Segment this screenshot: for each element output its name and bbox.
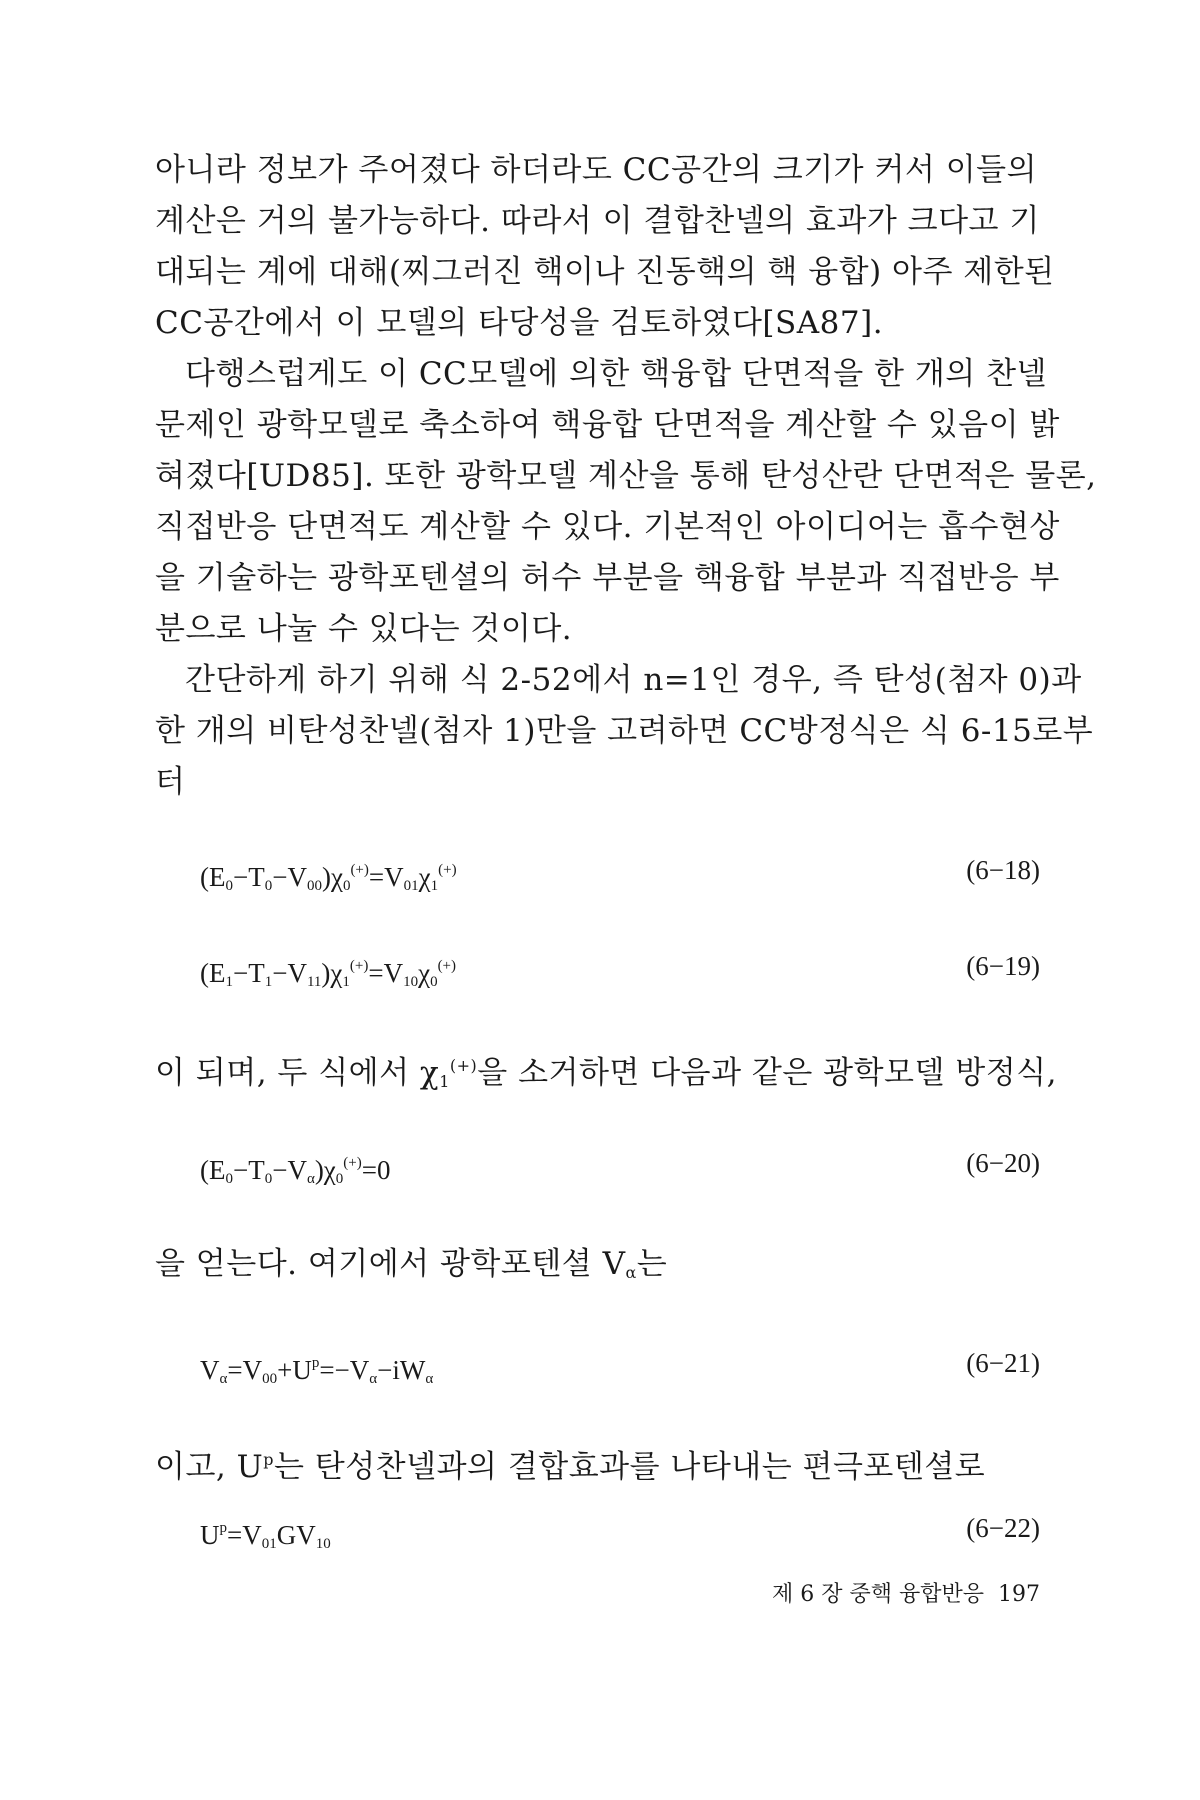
paragraph-1-line-1: 아니라 정보가 주어졌다 하더라도 CC공간의 크기가 커서 이들의 <box>155 152 1038 188</box>
paragraph-4-superscript: (+) <box>449 1056 478 1075</box>
paragraph-6-superscript: p <box>263 1450 274 1469</box>
paragraph-2-line-1: 다행스럽게도 이 CC모델에 의한 핵융합 단면적을 한 개의 찬넬 <box>185 356 1047 392</box>
paragraph-2-line-6: 분으로 나눌 수 있다는 것이다. <box>155 611 573 647</box>
paragraph-1-line-3: 대되는 계에 대해(찌그러진 핵이나 진동핵의 핵 융합) 아주 제한된 <box>155 254 1055 290</box>
paragraph-2-line-5: 을 기술하는 광학포텐셜의 허수 부분을 핵융합 부분과 직접반응 부 <box>155 560 1060 596</box>
equation-6-21: $V_\alpha=V_{00}+U^p=-V_\alpha-iW_\alpha$ <box>200 1355 434 1387</box>
equation-number-6-18: (6−18) <box>966 855 1040 885</box>
paragraph-1-line-2: 계산은 거의 불가능하다. 따라서 이 결합찬넬의 효과가 크다고 기 <box>155 203 1040 239</box>
paragraph-3-line-3: 터 <box>155 764 186 800</box>
equation-number-6-21: (6−21) <box>966 1348 1040 1378</box>
paragraph-3-line-1: 간단하게 하기 위해 식 2-52에서 n=1인 경우, 즉 탄성(첨자 0)과 <box>185 662 1082 698</box>
paragraph-4-subscript: 1 <box>439 1072 450 1091</box>
equation-number-6-19: (6−19) <box>966 951 1040 981</box>
equation-6-19: $(E_1-T_1-V_{11})\chi_1^{(+)}=V_{10}\chi_0^{(+)}$ <box>200 958 457 990</box>
page-number: 197 <box>998 1582 1040 1607</box>
paragraph-6-line-1 <box>155 1440 1045 1487</box>
paragraph-5-subscript: α <box>625 1263 637 1282</box>
paragraph-6-text-b: 는 탄성찬넬과의 결합효과를 나타내는 편극포텐셜로 <box>273 1449 986 1485</box>
paragraph-4-line-1 <box>155 1046 1057 1102</box>
paragraph-2-line-3: 혀졌다[UD85]. 또한 광학모델 계산을 통해 탄성산란 단면적은 물론, <box>155 458 1097 494</box>
equation-number-6-20: (6−20) <box>966 1148 1040 1178</box>
paragraph-5-line-1 <box>155 1244 1045 1293</box>
paragraph-2-line-2: 문제인 광학모델로 축소하여 핵융합 단면적을 계산할 수 있음이 밝 <box>155 407 1060 443</box>
paragraph-2-line-4: 직접반응 단면적도 계산할 수 있다. 기본적인 아이디어는 흡수현상 <box>155 509 1060 545</box>
paragraph-3-line-2: 한 개의 비탄성찬넬(첨자 1)만을 고려하면 CC방정식은 식 6-15로부 <box>155 713 1094 749</box>
paragraph-4-text-a: 이 되며, 두 식에서 χ <box>155 1055 440 1091</box>
equation-number-6-22: (6−22) <box>966 1513 1040 1543</box>
paragraph-6-text-a: 이고, U <box>155 1449 264 1485</box>
paragraph-4-text-b: 을 소거하면 다음과 같은 광학모델 방정식, <box>477 1055 1057 1091</box>
equation-6-20: $(E_0-T_0-V_\alpha)\chi_0^{(+)}=0$ <box>200 1155 391 1187</box>
paragraph-5-text-b: 는 <box>636 1246 668 1282</box>
chapter-title: 제 6 장 중핵 융합반응 <box>772 1582 984 1607</box>
paragraph-1-line-4: CC공간에서 이 모델의 타당성을 검토하였다[SA87]. <box>155 305 884 341</box>
page-footer <box>700 1580 1040 1610</box>
equation-6-22: $U^p=V_{01}GV_{10}$ <box>200 1520 331 1552</box>
equation-6-18: $(E_0-T_0-V_{00})\chi_0^{(+)}=V_{01}\chi_1^{(+)}$ <box>200 862 457 894</box>
paragraph-5-text-a: 을 얻는다. 여기에서 광학포텐셜 V <box>155 1246 626 1282</box>
